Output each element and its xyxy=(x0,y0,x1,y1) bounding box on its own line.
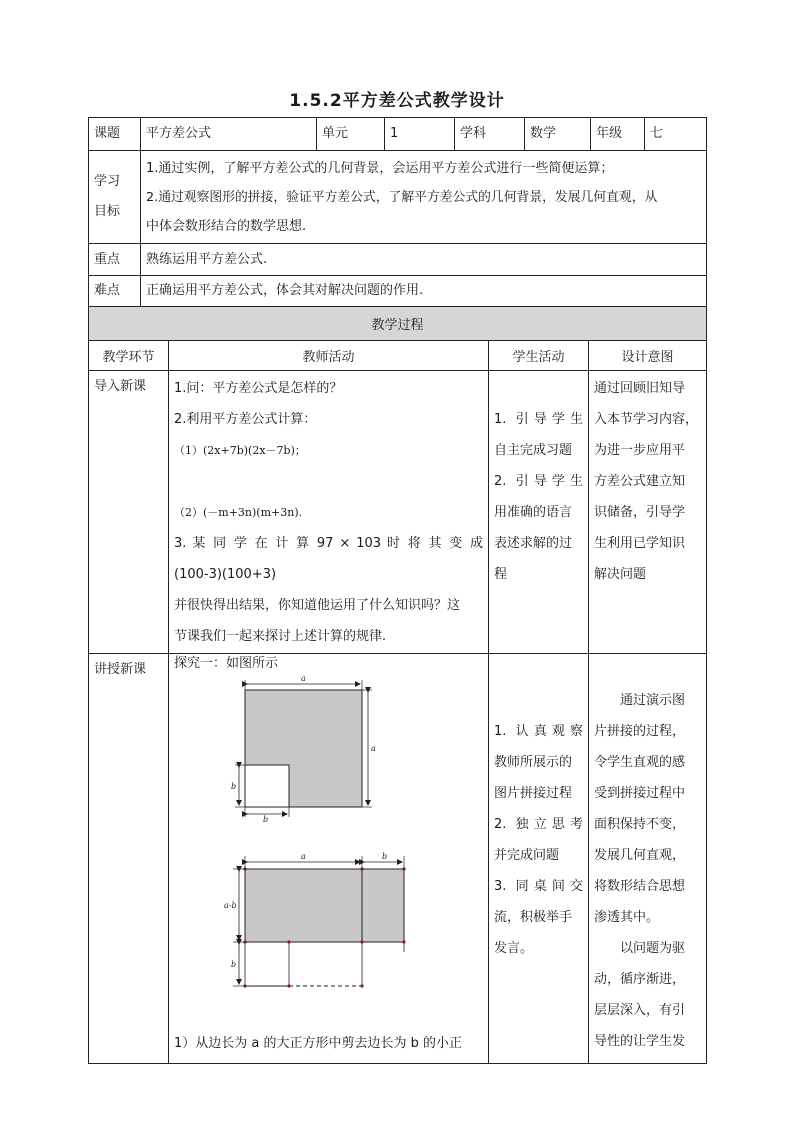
label-b-left: b xyxy=(231,782,237,791)
lecture-i-line: 片拼接的过程， xyxy=(594,724,686,739)
unit-value: 1 xyxy=(385,118,455,151)
unit-label: 单元 xyxy=(317,118,385,151)
lecture-i-line: 以问题为驱 xyxy=(620,941,686,956)
goal-2a: 2.通过观察图形的拼接，验证平方差公式，了解平方差公式的几何背景，发展几何直观，从 xyxy=(146,189,658,205)
lecture-i-line: 渗透其中。 xyxy=(594,910,660,925)
intro-stage xyxy=(89,371,169,654)
key-value: 熟练运用平方差公式. xyxy=(141,244,707,276)
lecture-i-line: 动，循序渐进， xyxy=(594,972,686,987)
intro-i-line: 为进一步应用平 xyxy=(594,443,686,458)
intro-i-line: 解决问题 xyxy=(594,567,647,582)
intro-i-line: 方差公式建立知 xyxy=(594,474,686,489)
lecture-stage xyxy=(89,654,169,1064)
lecture-t-last: 1）从边长为 a 的大正方形中剪去边长为 b 的小正 xyxy=(174,1036,463,1051)
process-table xyxy=(88,306,707,1064)
label-b-fig2: b xyxy=(382,852,388,861)
process-header: 教学过程 xyxy=(89,307,707,341)
intro-t8: 节课我们一起来探讨上述计算的规律. xyxy=(174,629,387,644)
intro-s-line: 程 xyxy=(494,567,508,582)
lecture-s-line: 2. 独立思考 xyxy=(494,817,583,832)
goals-label xyxy=(89,151,141,244)
label-a-top: a xyxy=(301,674,306,683)
difficulty-value: 正确运用平方差公式，体会其对解决问题的作用. xyxy=(141,276,707,307)
goals-content xyxy=(141,151,707,244)
intro-student xyxy=(489,371,589,654)
square-figure xyxy=(209,676,509,1026)
lecture-i-line: 面积保持不变， xyxy=(594,817,686,832)
lecture-i-line: 发展几何直观， xyxy=(594,848,686,863)
goals-label-2: 目标 xyxy=(94,204,121,219)
lecture-s-line: 1. 认真观察 xyxy=(494,724,583,739)
intro-t2: 2.利用平方差公式计算： xyxy=(174,412,317,427)
topic-value: 平方差公式 xyxy=(141,118,317,151)
rect-right-shape xyxy=(362,869,404,942)
goal-1: 1.通过实例，了解平方差公式的几何背景，会运用平方差公式进行一些简便运算； xyxy=(146,160,614,176)
lecture-teacher xyxy=(169,654,489,1064)
intro-t4: （2）(－m+3n)(m+3n). xyxy=(174,506,303,519)
intro-i-line: 通过回顾旧知导 xyxy=(594,381,686,396)
info-table xyxy=(88,117,707,307)
page-title: 1.5.2平方差公式教学设计 xyxy=(289,91,505,111)
intro-stage-label: 导入新课 xyxy=(94,379,147,394)
intro-i-line: 识储备，引导学 xyxy=(594,505,686,520)
subject-value: 数学 xyxy=(525,118,591,151)
subject-label: 学科 xyxy=(455,118,525,151)
key-label: 重点 xyxy=(89,244,141,276)
intro-teacher xyxy=(169,371,489,654)
lecture-i-line: 导性的让学生发 xyxy=(594,1034,686,1049)
lecture-i-line: 受到拼接过程中 xyxy=(594,786,686,801)
intro-t5: 3. 某 同 学 在 计 算 97 × 103 时 将 其 变 成 xyxy=(174,536,483,551)
label-b-fig2-left: b xyxy=(231,960,237,969)
col-intent: 设计意图 xyxy=(589,341,707,371)
lecture-s-line: 教师所展示的 xyxy=(494,755,573,770)
col-teacher: 教师活动 xyxy=(169,341,489,371)
label-a-right: a xyxy=(371,744,376,753)
col-student: 学生活动 xyxy=(489,341,589,371)
label-amb: a-b xyxy=(224,901,237,910)
lecture-i-line: 令学生直观的感 xyxy=(594,755,686,770)
lecture-s-line: 3. 同桌间交 xyxy=(494,879,583,894)
intro-s-line: 2. 引导学生 xyxy=(494,474,583,489)
intro-intent xyxy=(589,371,707,654)
intro-s-line: 1. 引导学生 xyxy=(494,412,583,427)
label-a-fig2: a xyxy=(301,852,306,861)
intro-i-line: 入本节学习内容， xyxy=(594,412,699,427)
col-stage: 教学环节 xyxy=(89,341,169,371)
lecture-intent xyxy=(589,654,707,1064)
difficulty-label: 难点 xyxy=(89,276,141,307)
grade-label: 年级 xyxy=(591,118,645,151)
intro-s-line: 用准确的语言 xyxy=(494,505,573,520)
intro-i-line: 生利用已学知识 xyxy=(594,536,686,551)
lecture-t1: 探究一：如图所示 xyxy=(174,656,279,671)
label-b-bottom: b xyxy=(263,815,269,824)
goal-2b: 中体会数形结合的数学思想. xyxy=(146,218,307,234)
lecture-i-line: 层层深入，有引 xyxy=(594,1003,686,1018)
lecture-s-line: 流，积极举手 xyxy=(494,910,573,925)
goals-label-1: 学习 xyxy=(94,174,121,189)
grade-value: 七 xyxy=(645,118,707,151)
lecture-s-line: 并完成问题 xyxy=(494,848,560,863)
intro-s-line: 自主完成习题 xyxy=(494,443,573,458)
intro-t3: （1）(2x+7b)(2x－7b)； xyxy=(174,444,306,457)
small-square-shape xyxy=(245,765,289,807)
lecture-i-line: 通过演示图 xyxy=(620,693,686,708)
intro-t6: (100-3)(100+3) xyxy=(174,567,277,582)
lecture-stage-label: 讲授新课 xyxy=(94,662,147,677)
topic-label: 课题 xyxy=(89,118,141,151)
lecture-i-line: 将数形结合思想 xyxy=(594,879,686,894)
intro-t7: 并很快得出结果，你知道他运用了什么知识吗？这 xyxy=(174,598,461,613)
intro-t1: 1.问：平方差公式是怎样的？ xyxy=(174,381,343,396)
lecture-s-line: 发言。 xyxy=(494,941,534,956)
intro-s-line: 表述求解的过 xyxy=(494,536,573,551)
lecture-s-line: 图片拼接过程 xyxy=(494,786,573,801)
rect-left-shape xyxy=(245,869,362,942)
